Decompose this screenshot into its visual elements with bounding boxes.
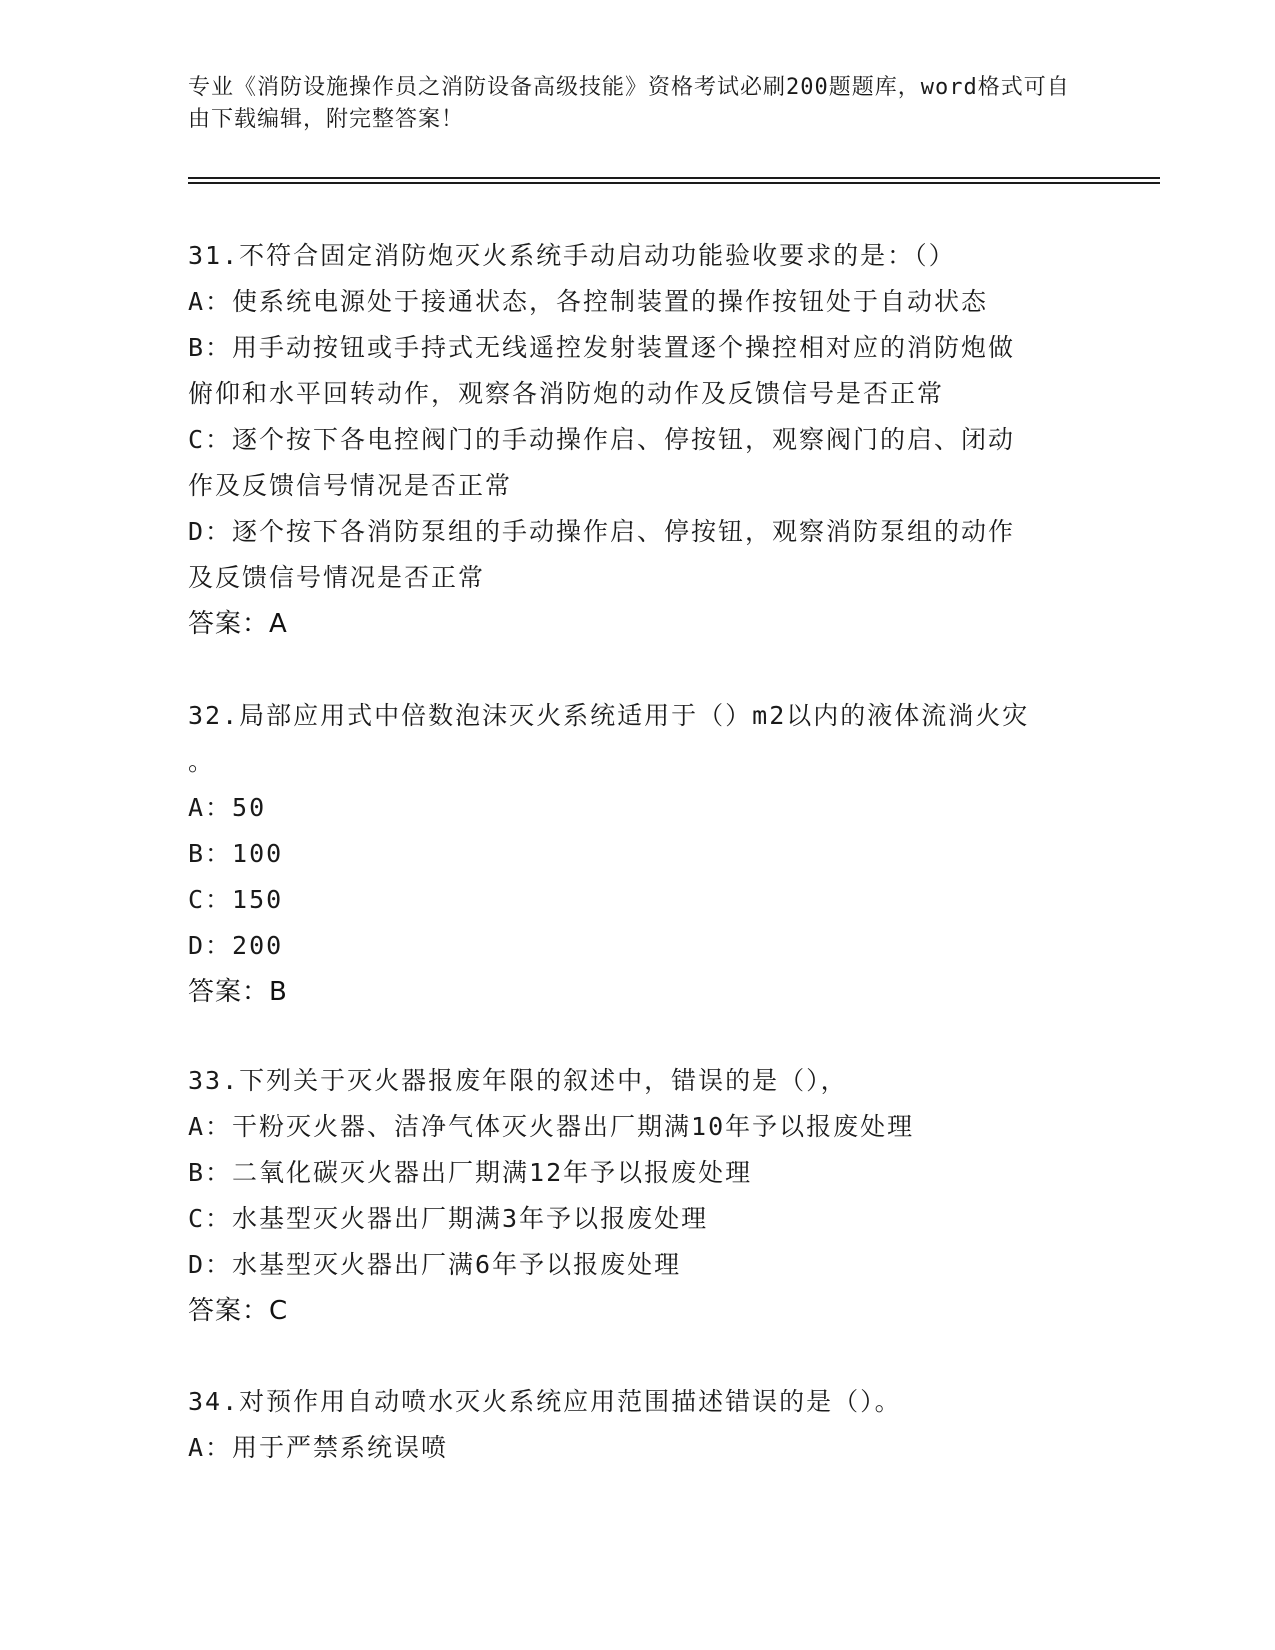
- option-a: A：干粉灭火器、洁净气体灭火器出厂期满10年予以报废处理: [188, 1112, 915, 1141]
- header-intro-text: 专业《消防设施操作员之消防设备高级技能》资格考试必刷200题题库，word格式可自由下载编辑，附完整答案！: [188, 75, 1070, 132]
- option-b-continued: 俯仰和水平回转动作，观察各消防炮的动作及反馈信号是否正常: [188, 379, 945, 408]
- header-divider-bottom: [188, 182, 1160, 184]
- option-a: A：50: [188, 793, 267, 822]
- option-c: C：150: [188, 885, 284, 914]
- option-b: B：100: [188, 839, 284, 868]
- option-d-continued: 及反馈信号情况是否正常: [188, 563, 486, 592]
- question-31: [188, 233, 1088, 647]
- option-c-continued: 作及反馈信号情况是否正常: [188, 471, 513, 500]
- answer-label: 答案：A: [188, 609, 288, 639]
- option-a: A：使系统电源处于接通状态，各控制装置的操作按钮处于自动状态: [188, 287, 989, 316]
- option-c: C：水基型灭火器出厂期满3年予以报废处理: [188, 1204, 709, 1233]
- question-stem-continued: 。: [188, 747, 216, 776]
- option-b: B：用手动按钮或手持式无线遥控发射装置逐个操控相对应的消防炮做: [188, 333, 1016, 362]
- question-32: [188, 693, 1088, 1015]
- option-d: D：水基型灭火器出厂满6年予以报废处理: [188, 1250, 682, 1279]
- question-stem: 31.不符合固定消防炮灭火系统手动启动功能验收要求的是：（）: [188, 241, 956, 270]
- question-34: [188, 1379, 1088, 1471]
- option-a: A：用于严禁系统误喷: [188, 1433, 449, 1462]
- question-stem: 34.对预作用自动喷水灭火系统应用范围描述错误的是（）。: [188, 1387, 902, 1416]
- answer-label: 答案：C: [188, 1296, 289, 1326]
- header-divider-top: [188, 177, 1160, 179]
- question-stem: 32.局部应用式中倍数泡沫灭火系统适用于（）m2以内的液体流淌火灾: [188, 701, 1030, 730]
- option-c: C：逐个按下各电控阀门的手动操作启、停按钮，观察阀门的启、闭动: [188, 425, 1016, 454]
- option-b: B：二氧化碳灭火器出厂期满12年予以报废处理: [188, 1158, 753, 1187]
- answer-label: 答案：B: [188, 977, 288, 1007]
- document-header: [188, 72, 1078, 136]
- option-d: D：逐个按下各消防泵组的手动操作启、停按钮，观察消防泵组的动作: [188, 517, 1016, 546]
- option-d: D：200: [188, 931, 284, 960]
- question-33: [188, 1058, 1088, 1334]
- question-stem: 33.下列关于灭火器报废年限的叙述中，错误的是（），: [188, 1066, 848, 1095]
